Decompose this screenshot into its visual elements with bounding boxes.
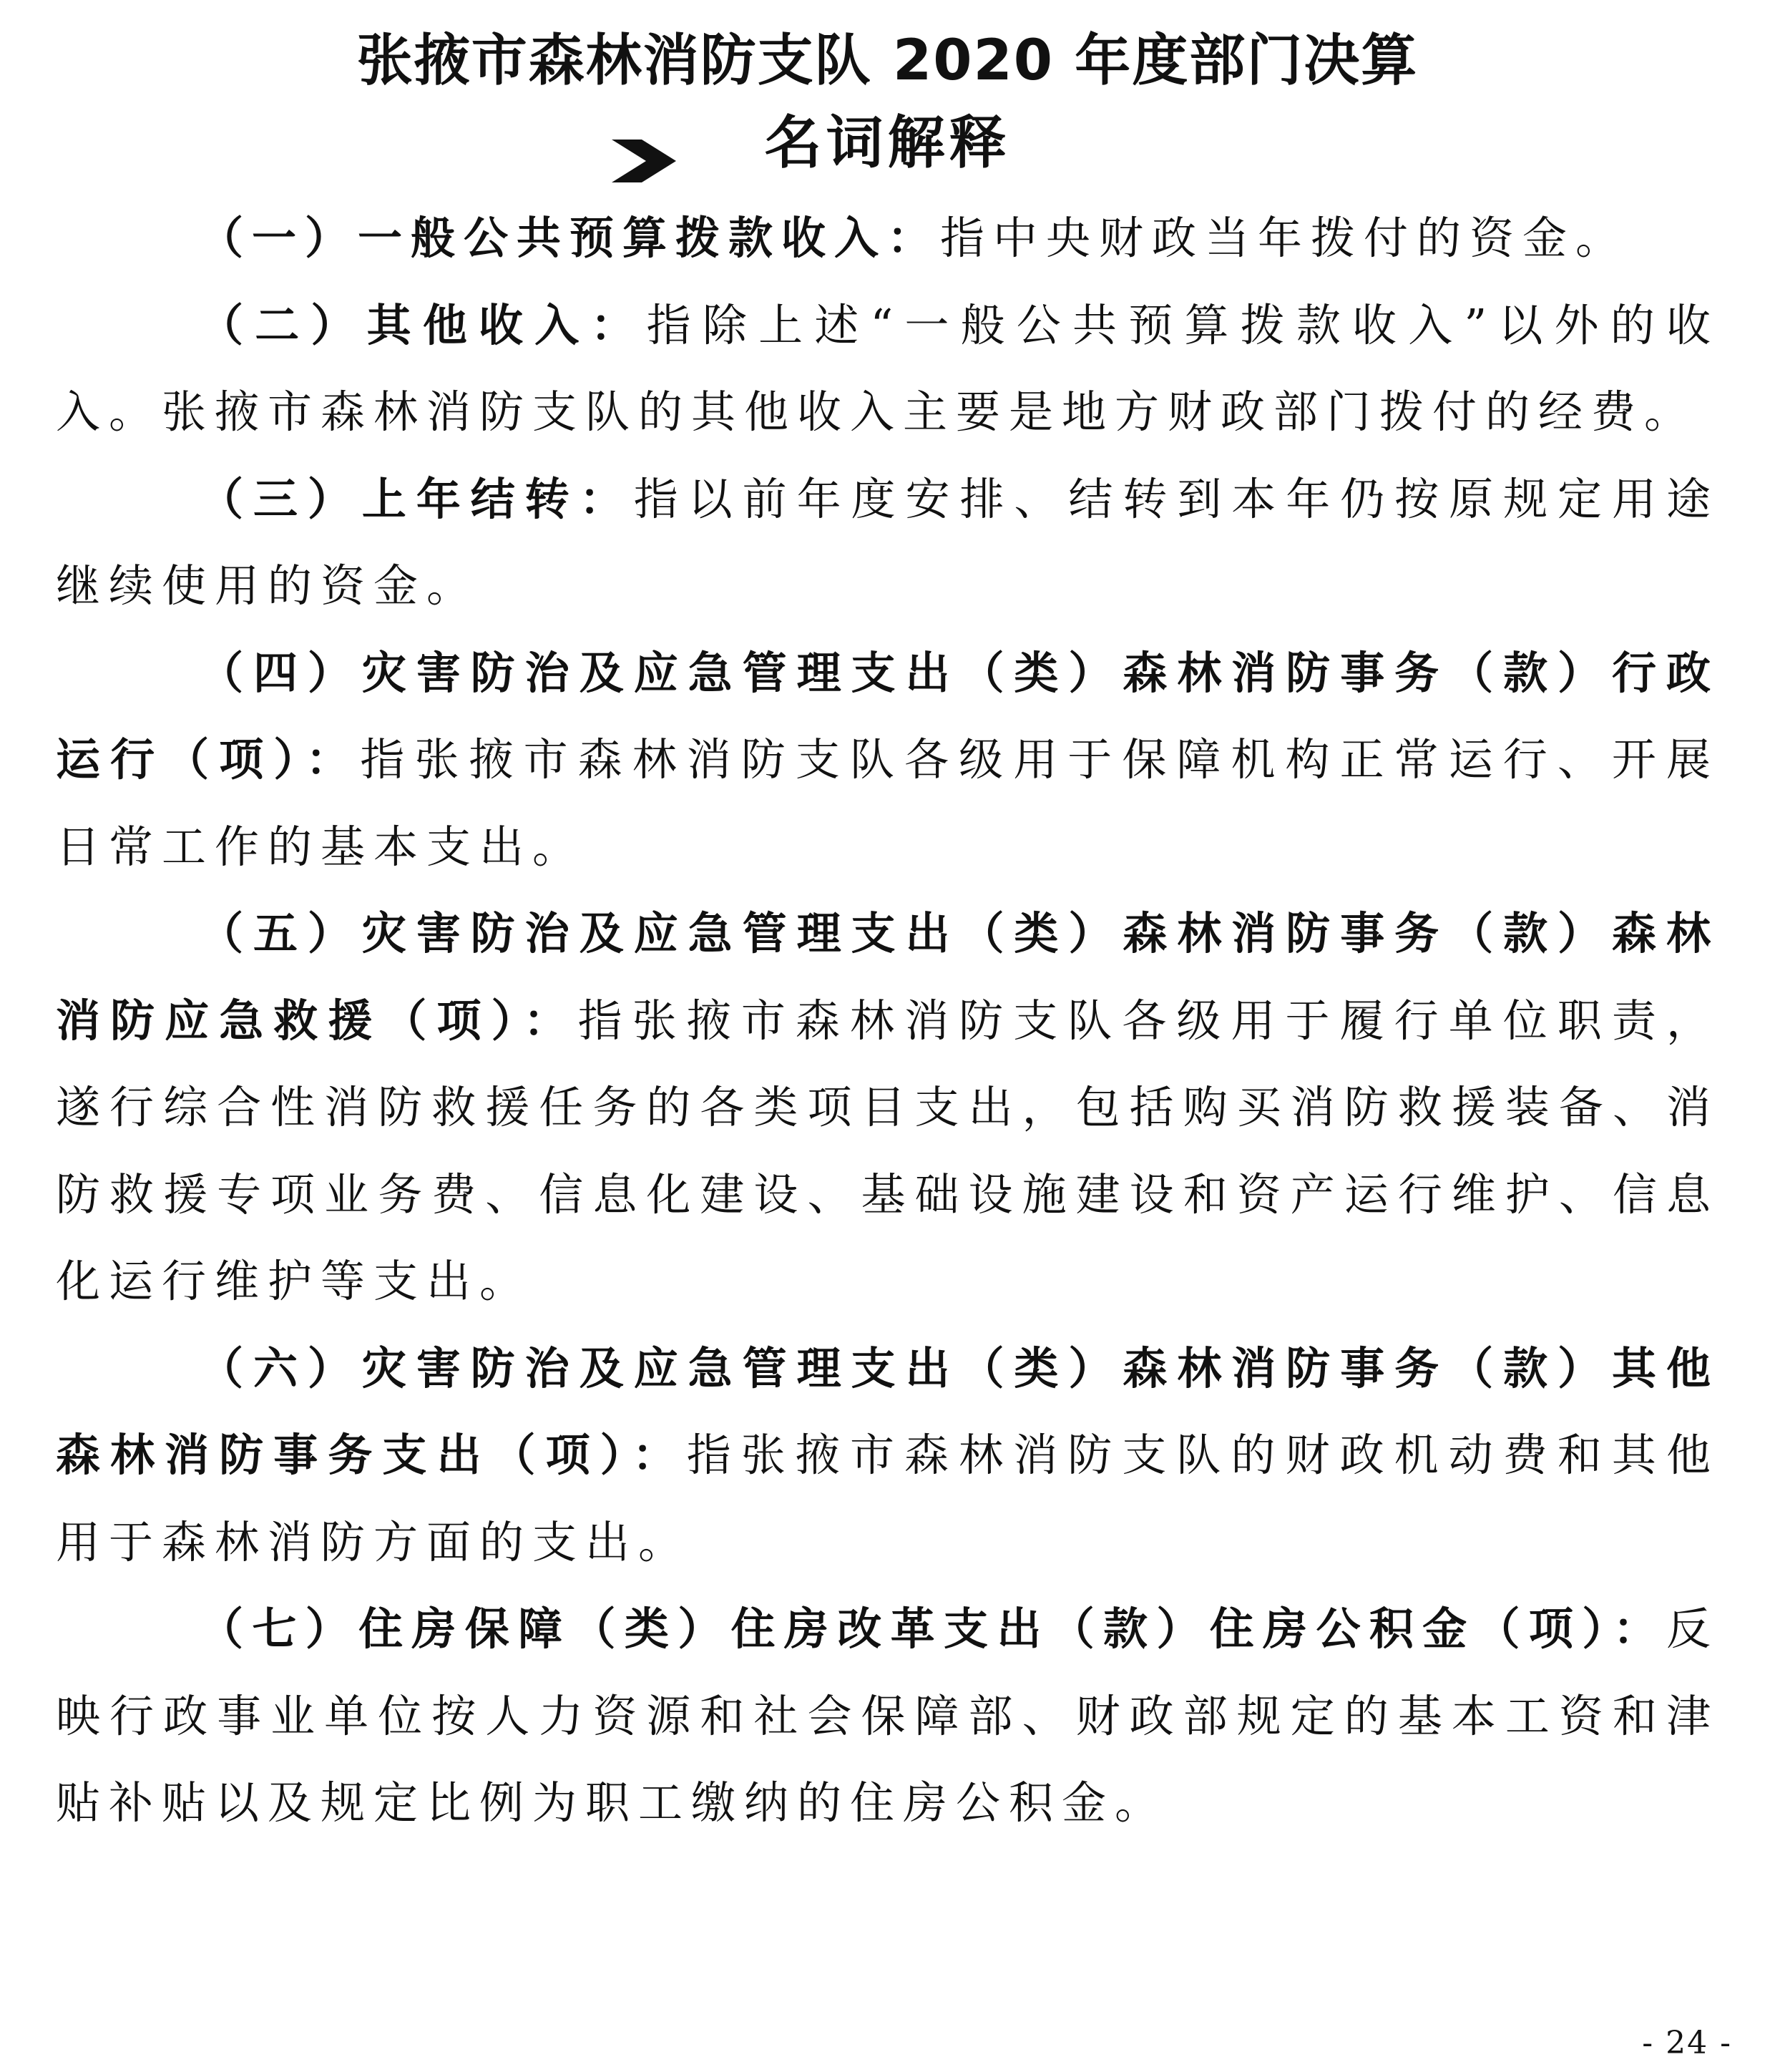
glossary-entry xyxy=(56,630,1719,891)
entry-definition: 指中央财政当年拨付的资金。 xyxy=(940,212,1629,264)
entry-term: （四）灾害防治及应急管理支出（类）森林消防事务（款）行政运行（项）： xyxy=(56,646,1719,786)
glossary-entry xyxy=(56,456,1719,630)
glossary-entry xyxy=(56,282,1719,456)
entry-term: （一）一般公共预算拨款收入： xyxy=(199,212,941,264)
entry-term: （二）其他收入： xyxy=(199,298,647,351)
glossary-entry xyxy=(56,195,1719,282)
entry-definition: 指张掖市森林消防支队各级用于履行单位职责，遂行综合性消防救援任务的各类项目支出，包括购买消防救援装备、消防救援专项业务费、信息化建设、基础设施建设和资产运行维护、信息化运行维护等支出。 xyxy=(56,994,1719,1307)
document-title: 张掖市森林消防支队 2020 年度部门决算 xyxy=(356,29,1419,93)
entry-definition: 指除上述“一般公共预算拨款收入”以外的收入。张掖市森林消防支队的其他收入主要是地方财政部门拨付的经费。 xyxy=(56,298,1719,438)
glossary-entry xyxy=(56,890,1719,1325)
entry-term: （六）灾害防治及应急管理支出（类）森林消防事务（款）其他森林消防事务支出（项）： xyxy=(56,1342,1719,1481)
page-number: - 24 - xyxy=(1642,2025,1732,2061)
entry-definition: 指张掖市森林消防支队各级用于保障机构正常运行、开展日常工作的基本支出。 xyxy=(56,733,1719,873)
entry-definition: 指以前年度安排、结转到本年仍按原规定用途继续使用的资金。 xyxy=(56,472,1719,612)
entry-definition: 反映行政事业单位按人力资源和社会保障部、财政部规定的基本工资和津贴补贴以及规定比例为职工缴纳的住房公积金。 xyxy=(56,1603,1719,1829)
entry-definition: 指张掖市森林消防支队的财政机动费和其他用于森林消防方面的支出。 xyxy=(56,1429,1719,1568)
glossary-entry xyxy=(56,1325,1719,1586)
entry-term: （五）灾害防治及应急管理支出（类）森林消防事务（款）森林消防应急救援（项）： xyxy=(56,907,1719,1047)
glossary-body xyxy=(56,195,1719,1847)
section-heading xyxy=(0,104,1775,182)
entry-term: （三）上年结转： xyxy=(199,472,634,525)
section-heading-text: 名词解释 xyxy=(764,109,1011,176)
entry-term: （七）住房保障（类）住房改革支出（款）住房公积金（项）： xyxy=(199,1603,1666,1655)
glossary-entry xyxy=(56,1585,1719,1847)
